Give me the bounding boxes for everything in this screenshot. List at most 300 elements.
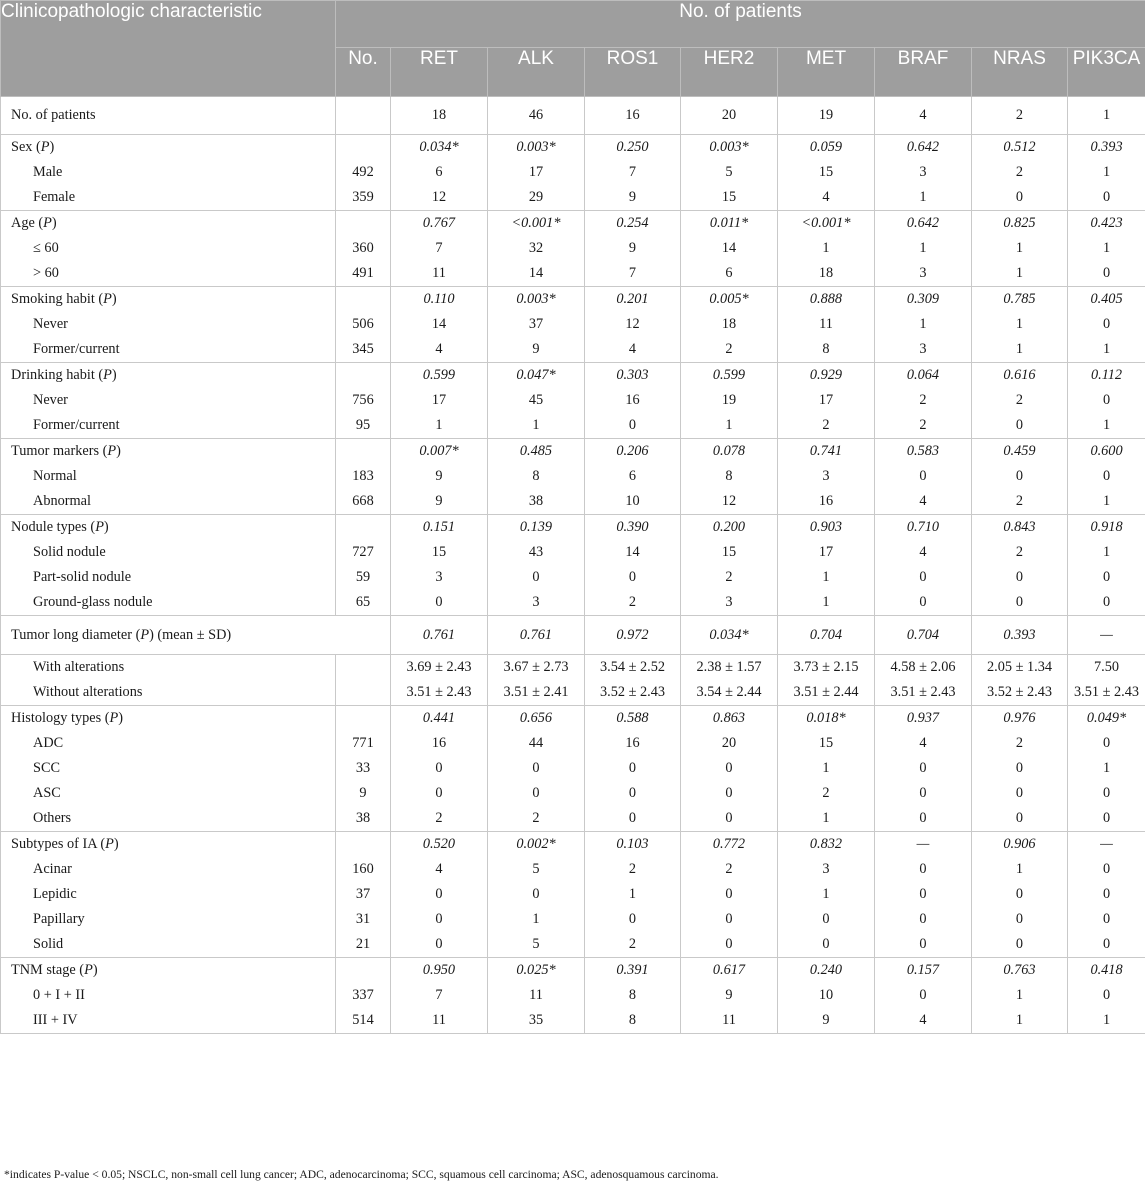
group-title — [1, 211, 335, 236]
value-cell — [681, 363, 778, 439]
value-cell — [488, 439, 585, 515]
cell-value: 0 — [628, 810, 637, 826]
value-cell — [391, 211, 488, 287]
group-label-cell — [1, 211, 336, 287]
cell-value: 0 — [725, 785, 733, 801]
cell-value: 1 — [725, 417, 733, 433]
cell-value: 0 — [532, 760, 540, 776]
cell-value: 1 — [1102, 417, 1111, 433]
cell-value: 9 — [628, 189, 637, 205]
column-header-no: No. — [336, 48, 391, 97]
table-body — [1, 97, 1145, 1034]
value-cell — [875, 211, 972, 287]
count-value: 727 — [352, 544, 374, 560]
cell-value: 2 — [1015, 735, 1024, 751]
cell-value: 35 — [528, 1012, 544, 1028]
p-letter: P — [107, 443, 117, 459]
value-cell — [488, 211, 585, 287]
cell-value: 3.73 ± 2.15 — [793, 659, 859, 675]
cell-value: 7 — [435, 987, 443, 1003]
count-cell — [336, 211, 391, 287]
p-value: 0.303 — [616, 367, 649, 383]
count-value: 491 — [352, 265, 374, 281]
column-header-met: MET — [778, 48, 875, 97]
cell-value: 0 — [919, 861, 927, 877]
cell-value: 9 — [628, 240, 637, 256]
value-cell — [681, 97, 778, 135]
cell-value: 8 — [822, 341, 830, 357]
cell-value: 0 — [725, 936, 733, 952]
cell-value: 2 — [919, 417, 927, 433]
p-value: 0.157 — [906, 962, 940, 978]
cell-value: 1 — [532, 417, 540, 433]
row-label: Solid — [33, 936, 64, 952]
cell-value: 2 — [822, 417, 830, 433]
p-value: 0.785 — [1003, 291, 1036, 307]
cell-value: 1 — [1015, 341, 1024, 357]
cell-value: 16 — [625, 107, 640, 123]
cell-value: 11 — [819, 316, 833, 332]
p-value: 0.418 — [1090, 962, 1123, 978]
value-cell — [778, 211, 875, 287]
cell-value: 0 — [1015, 785, 1024, 801]
p-open-paren: ( — [32, 139, 41, 155]
cell-value: 3.51 ± 2.44 — [793, 684, 859, 700]
p-value: 0.583 — [906, 443, 940, 459]
value-cell — [972, 655, 1068, 706]
cell-value: 0 — [919, 987, 927, 1003]
cell-value: 3.54 ± 2.52 — [599, 659, 666, 675]
value-cell — [875, 515, 972, 616]
cell-value: 0 — [1015, 417, 1024, 433]
p-value: 0.034* — [419, 139, 459, 155]
row-label: Abnormal — [33, 493, 91, 509]
row-label: 0 + I + II — [33, 987, 85, 1003]
p-value: 0.918 — [1090, 519, 1123, 535]
p-close-paren: ) — [92, 962, 98, 978]
cell-value: 0 — [1102, 911, 1111, 927]
p-value: 0.863 — [712, 710, 746, 726]
cell-value: 3 — [725, 594, 733, 610]
cell-value: 19 — [721, 392, 737, 408]
row-label: Former/current — [33, 417, 120, 433]
count-cell — [336, 958, 391, 1034]
cell-value: 0 — [532, 569, 540, 585]
cell-value: 3 — [435, 569, 443, 585]
value-cell — [681, 515, 778, 616]
cell-value: 1 — [822, 760, 830, 776]
cell-value: 46 — [528, 107, 544, 123]
value-cell — [681, 439, 778, 515]
value-cell — [875, 832, 972, 958]
cell-value: 2 — [725, 341, 733, 357]
cell-value: 0 — [628, 760, 637, 776]
cell-value: 2 — [1015, 544, 1024, 560]
group-title — [1, 515, 335, 540]
cell-value: 0 — [1102, 392, 1111, 408]
count-value: 183 — [352, 468, 374, 484]
cell-value: 5 — [725, 164, 733, 180]
column-header-alk: ALK — [488, 48, 585, 97]
value-cell — [875, 439, 972, 515]
column-header-her2: HER2 — [681, 48, 778, 97]
cell-value: 7.50 — [1094, 659, 1120, 675]
group-title-suffix: (mean ± SD) — [157, 627, 232, 643]
group-title — [1, 287, 335, 312]
p-value: 0.485 — [519, 443, 553, 459]
group-title-text: Subtypes of IA — [11, 836, 97, 852]
value-cell — [585, 287, 681, 363]
cell-value: 1 — [435, 417, 443, 433]
cell-value: 3.51 ± 2.43 — [406, 684, 472, 700]
cell-value: 4 — [919, 493, 927, 509]
row-label: ≤ 60 — [33, 240, 59, 256]
cell-value: 0 — [1015, 936, 1024, 952]
p-value: 0.906 — [1003, 836, 1036, 852]
cell-value: 0 — [1102, 886, 1111, 902]
value-cell — [1068, 211, 1145, 287]
row-label: SCC — [33, 760, 61, 776]
value-cell — [1068, 616, 1145, 655]
p-value: 0.767 — [422, 215, 456, 231]
value-cell — [972, 706, 1068, 832]
cell-value: 2 — [1015, 493, 1024, 509]
group-row — [1, 706, 1145, 832]
p-open-paren: ( — [101, 710, 110, 726]
cell-value: 0 — [822, 911, 830, 927]
value-cell — [1068, 97, 1145, 135]
group-title — [1, 706, 335, 731]
cell-value: 0 — [1102, 569, 1111, 585]
count-spacer — [336, 832, 390, 857]
cell-value: 3.67 ± 2.73 — [503, 659, 569, 675]
group-label-cell — [1, 287, 336, 363]
value-cell — [681, 958, 778, 1034]
p-value: 0.405 — [1090, 291, 1123, 307]
p-value: 0.616 — [1003, 367, 1036, 383]
cell-value: 0 — [435, 886, 443, 902]
cell-value: 3 — [919, 341, 927, 357]
cell-value: 3 — [919, 164, 927, 180]
cell-value: 15 — [431, 544, 447, 560]
cell-value: 2 — [725, 861, 733, 877]
group-title-text: Tumor long diameter — [11, 627, 132, 643]
cell-value: 1 — [1015, 1012, 1024, 1028]
cell-value: 0 — [725, 911, 733, 927]
value-cell — [391, 706, 488, 832]
value-cell — [778, 287, 875, 363]
value-cell — [391, 97, 488, 135]
cell-value: 3.51 ± 2.41 — [503, 684, 569, 700]
group-title-text: Histology types — [11, 710, 102, 726]
p-value: 0.151 — [422, 519, 456, 535]
cell-value: 0 — [919, 594, 927, 610]
cell-value: 1 — [822, 569, 830, 585]
cell-value: 1 — [919, 189, 927, 205]
p-value: 0.704 — [809, 627, 843, 643]
p-value: 0.003* — [516, 139, 556, 155]
cell-value: 0 — [1102, 594, 1111, 610]
row-label: III + IV — [33, 1012, 78, 1028]
cell-value: 1 — [1102, 107, 1111, 123]
p-value: 0.201 — [616, 291, 649, 307]
cell-value: 0 — [1102, 468, 1111, 484]
value-cell — [778, 655, 875, 706]
cell-value: 17 — [528, 164, 544, 180]
cell-value: 3.69 ± 2.43 — [406, 659, 472, 675]
row-label: ASC — [33, 785, 61, 801]
value-cell — [585, 135, 681, 211]
p-value: 0.003* — [516, 291, 556, 307]
cell-value: 12 — [721, 493, 737, 509]
cell-value: 0 — [1015, 569, 1024, 585]
value-cell — [585, 97, 681, 135]
cell-value: 32 — [528, 240, 544, 256]
cell-value: 14 — [528, 265, 544, 281]
cell-value: 1 — [532, 911, 540, 927]
group-label-cell — [1, 616, 391, 655]
cell-value: 0 — [1015, 468, 1024, 484]
cell-value: 7 — [435, 240, 443, 256]
group-row — [1, 958, 1145, 1034]
row-label: With alterations — [33, 659, 125, 675]
group-label-cell — [1, 958, 336, 1034]
value-cell — [1068, 832, 1145, 958]
p-value: 0.761 — [519, 627, 553, 643]
cell-value: 0 — [628, 785, 637, 801]
count-spacer — [336, 363, 390, 388]
cell-value: 18 — [818, 265, 834, 281]
cell-value: 11 — [722, 1012, 736, 1028]
cell-value: 0 — [1102, 785, 1111, 801]
cell-value: 4 — [435, 861, 443, 877]
count-value — [336, 97, 390, 134]
cell-value: 1 — [628, 886, 637, 902]
cell-value: 16 — [818, 493, 834, 509]
p-value: 0.617 — [712, 962, 746, 978]
cell-value: 15 — [818, 735, 834, 751]
p-value: 0.588 — [616, 710, 649, 726]
cell-value: 19 — [818, 107, 834, 123]
cell-value: 4 — [919, 544, 927, 560]
row-label: Female — [33, 189, 76, 205]
table-footnote: *indicates P-value < 0.05; NSCLC, non-small cell lung cancer; ADC, adenocarcinoma; SCC, squamous cell carcinoma; ASC, adenosquamous carcinoma. — [4, 1168, 719, 1181]
value-cell — [778, 439, 875, 515]
column-header-pik3ca: PIK3CA — [1068, 48, 1145, 97]
cell-value: 14 — [431, 316, 447, 332]
p-value: 0.710 — [906, 519, 940, 535]
cell-value: 0 — [435, 760, 443, 776]
count-spacer — [336, 515, 390, 540]
p-value: 0.018* — [806, 710, 846, 726]
cell-value: 7 — [628, 265, 637, 281]
count-value: 65 — [355, 594, 371, 610]
p-value: 0.825 — [1003, 215, 1036, 231]
p-value: 0.390 — [616, 519, 649, 535]
cell-value: 0 — [919, 886, 927, 902]
p-value: 0.309 — [906, 291, 940, 307]
cell-value: 0 — [628, 911, 637, 927]
cell-value: 10 — [818, 987, 834, 1003]
value-cell — [488, 97, 585, 135]
value-cell — [585, 832, 681, 958]
cell-value: 9 — [725, 987, 733, 1003]
cell-value: 6 — [725, 265, 733, 281]
cell-value: 3 — [822, 861, 830, 877]
cell-value: 11 — [432, 265, 446, 281]
cell-value: 0 — [919, 810, 927, 826]
cell-value: 3.52 ± 2.43 — [986, 684, 1053, 700]
value-cell — [875, 616, 972, 655]
cell-value: 1 — [1102, 240, 1111, 256]
cell-value: 3.51 ± 2.43 — [890, 684, 956, 700]
count-cell — [336, 655, 391, 706]
cell-value: 0 — [725, 886, 733, 902]
cell-value: 37 — [528, 316, 544, 332]
group-row — [1, 515, 1145, 616]
p-open-paren: ( — [94, 367, 104, 383]
count-value: 95 — [355, 417, 371, 433]
column-header-ret: RET — [391, 48, 488, 97]
count-spacer — [336, 211, 390, 236]
value-cell — [391, 958, 488, 1034]
cell-value: 10 — [625, 493, 640, 509]
cell-value: 2 — [919, 392, 927, 408]
cell-value: 8 — [628, 987, 637, 1003]
value-cell — [681, 135, 778, 211]
cell-value: 16 — [625, 392, 640, 408]
cell-value: 3 — [919, 265, 927, 281]
count-cell — [336, 706, 391, 832]
p-open-paren: ( — [86, 519, 96, 535]
cell-value: 1 — [919, 240, 927, 256]
p-letter: P — [140, 627, 150, 643]
cell-value: 0 — [1102, 189, 1111, 205]
cell-value: 0 — [725, 810, 733, 826]
count-value: 337 — [352, 987, 374, 1003]
count-spacer — [336, 706, 390, 731]
p-open-paren: ( — [132, 627, 141, 643]
count-value: 668 — [352, 493, 374, 509]
cell-value: 4 — [628, 341, 637, 357]
cell-value: 2 — [1015, 392, 1024, 408]
cell-value: 4 — [435, 341, 443, 357]
value-cell — [1068, 706, 1145, 832]
count-cell — [336, 832, 391, 958]
cell-value: 1 — [1102, 760, 1111, 776]
p-value: <0.001* — [511, 215, 561, 231]
p-value: 0.929 — [809, 367, 843, 383]
cell-value: 0 — [1102, 861, 1111, 877]
p-value: 0.642 — [906, 215, 940, 231]
count-spacer — [336, 439, 390, 464]
p-value: 0.832 — [809, 836, 843, 852]
value-cell — [488, 832, 585, 958]
row-label: Ground-glass nodule — [33, 594, 153, 610]
count-value: 21 — [355, 936, 371, 952]
count-value: 359 — [352, 189, 374, 205]
count-value: 160 — [352, 861, 374, 877]
p-letter: P — [43, 215, 52, 231]
row-label: Papillary — [33, 911, 85, 927]
cell-value: 0 — [628, 569, 637, 585]
p-value: 0.393 — [1090, 139, 1123, 155]
group-label-cell — [1, 706, 336, 832]
p-close-paren: ) — [111, 367, 117, 383]
count-value: 514 — [352, 1012, 374, 1028]
row-label: ADC — [33, 735, 64, 751]
value-cell — [488, 616, 585, 655]
p-close-paren: ) — [49, 139, 55, 155]
p-value: 0.843 — [1003, 519, 1036, 535]
value-cell — [488, 958, 585, 1034]
value-cell — [1068, 515, 1145, 616]
cell-value: 9 — [822, 1012, 830, 1028]
cell-value: 16 — [625, 735, 640, 751]
group-label-cell — [1, 363, 336, 439]
cell-value: 1 — [822, 594, 830, 610]
no-of-patients-header: No. of patients — [336, 1, 1145, 48]
count-value: 33 — [355, 760, 371, 776]
cell-value: 1 — [919, 316, 927, 332]
cell-value: 1 — [1015, 316, 1024, 332]
p-open-paren: ( — [75, 962, 85, 978]
value-cell — [1068, 958, 1145, 1034]
cell-value: 4 — [822, 189, 830, 205]
p-value: 0.423 — [1090, 215, 1123, 231]
p-value: 0.903 — [809, 519, 843, 535]
row-label-cell — [1, 97, 336, 135]
p-value: 0.393 — [1003, 627, 1036, 643]
group-title-text: Nodule types — [11, 519, 87, 535]
p-value: 0.025* — [516, 962, 556, 978]
cell-value: 18 — [431, 107, 447, 123]
group-title-text: Tumor markers — [11, 443, 100, 459]
cell-value: 2 — [628, 936, 637, 952]
group-title-text: Age — [11, 215, 35, 231]
cell-value: 0 — [1102, 265, 1111, 281]
cell-value: 1 — [1102, 493, 1111, 509]
cell-value: 1 — [1102, 341, 1111, 357]
p-value: 0.772 — [712, 836, 746, 852]
value-cell — [488, 135, 585, 211]
cell-value: 8 — [628, 1012, 637, 1028]
group-title — [1, 363, 335, 388]
p-value: 0.110 — [423, 291, 455, 307]
value-cell — [585, 958, 681, 1034]
value-cell — [585, 363, 681, 439]
value-cell — [488, 655, 585, 706]
p-value: 0.103 — [616, 836, 649, 852]
value-cell — [391, 287, 488, 363]
cell-value: 14 — [721, 240, 737, 256]
p-letter: P — [103, 291, 112, 307]
p-value: — — [916, 836, 930, 852]
cell-value: 12 — [625, 316, 640, 332]
p-value: 0.950 — [422, 962, 456, 978]
p-value: 0.011* — [709, 215, 749, 231]
p-letter: P — [105, 836, 114, 852]
value-cell — [585, 616, 681, 655]
group-title-text: Sex — [11, 139, 33, 155]
count-value: 31 — [355, 911, 371, 927]
p-value: 0.078 — [712, 443, 746, 459]
cell-value: 17 — [818, 392, 834, 408]
diameter-header-row — [1, 616, 1145, 655]
value-cell — [778, 706, 875, 832]
count-value: 756 — [352, 392, 374, 408]
cell-value: 0 — [435, 911, 443, 927]
